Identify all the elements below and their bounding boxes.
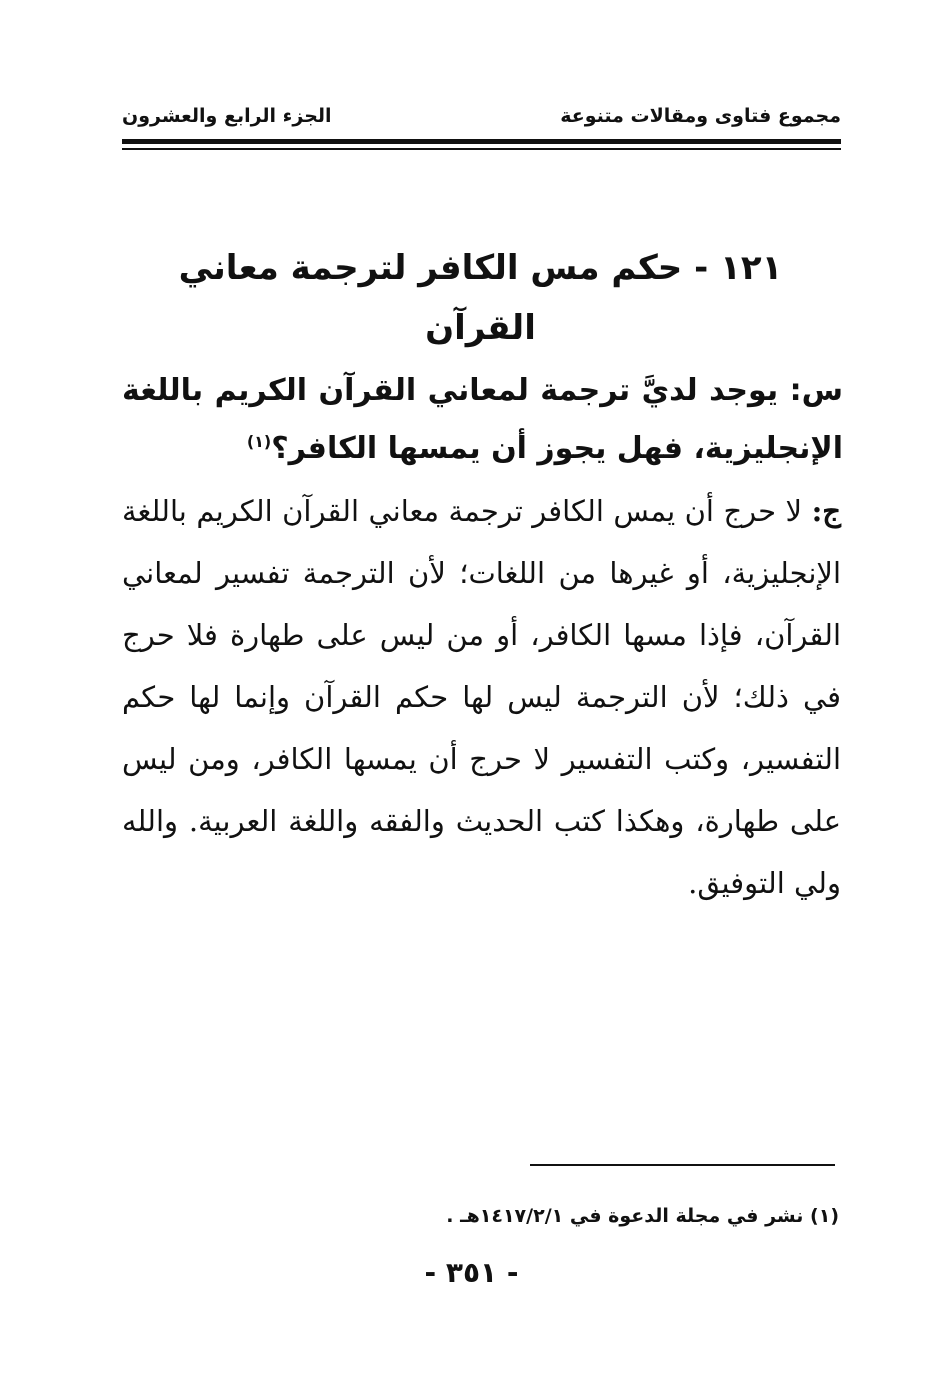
answer-label: ج:	[811, 494, 842, 528]
footnote-text: نشر في مجلة الدعوة في ١٤١٧/٢/١هـ .	[446, 1205, 804, 1227]
header-rule-thick	[122, 139, 841, 144]
footnote-separator	[530, 1164, 835, 1166]
question-text: يوجد لديَّ ترجمة لمعاني القرآن الكريم باللغة الإنجليزية، فهل يجوز أن يمسها الكافر؟	[122, 373, 843, 466]
footnote	[200, 1200, 839, 1232]
volume-label: الجزء الرابع والعشرون	[122, 105, 332, 127]
question-label: س:	[789, 373, 843, 408]
footnote-marker: (١)	[810, 1205, 839, 1227]
running-header	[122, 96, 841, 136]
answer-paragraph	[122, 480, 841, 914]
fatwa-title: ١٢١ - حكم مس الكافر لترجمة معاني القرآن	[178, 248, 783, 348]
header-rule-thin	[122, 148, 841, 150]
book-title: مجموع فتاوى ومقالات متنوعة	[560, 105, 841, 127]
footnote-reference: (١)	[246, 432, 272, 451]
page-number: - ٣٥١ -	[424, 1256, 519, 1289]
question-paragraph	[122, 362, 843, 478]
answer-text: لا حرج أن يمس الكافر ترجمة معاني القرآن الكريم باللغة الإنجليزية، أو غيرها من اللغات؛ لأن الترجمة تفسير لمعاني القرآن، فإذا مسها الكافر، أو من ليس على طهارة فلا حرج في ذلك؛ لأن الترجمة ليس لها حكم القرآن وإنما لها حكم التفسير، وكتب التفسير لا حرج أن يمسها الكافر، ومن ليس على طهارة، وهكذا كتب الحديث والفقه واللغة العربية. والله ولي التوفيق.	[122, 494, 841, 900]
